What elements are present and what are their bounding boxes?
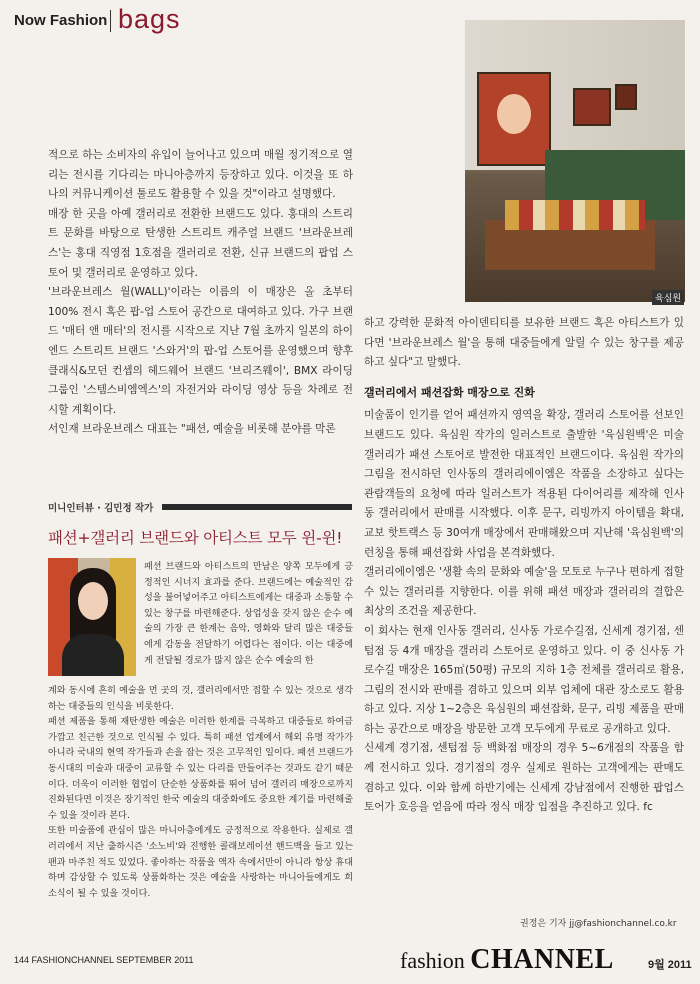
interview-label: 미니인터뷰 · 김민정 작가 <box>48 503 154 514</box>
interview-title: 패션+갤러리 브랜드와 아티스트 모두 윈-윈! <box>48 529 343 547</box>
logo-small: fashion <box>400 948 465 973</box>
left-paragraph: 서인재 브라운브레스 대표는 "패션, 예술을 비롯해 분야를 막론 <box>48 423 336 436</box>
artist-portrait <box>48 558 136 676</box>
magazine-logo <box>400 944 614 976</box>
right-paragraph: 미술품이 인기를 얻어 패션까지 영역을 확장, 갤러리 스토어를 선보인 브랜드도 있다. 육심원 작가의 일러스트로 출발한 '육심원백'은 미술 갤러리가 패션 스토어로 발전한 대표적인 브랜드이다. 육심원 작가의 그림을 전시하던 인사동의 갤러리에이엠은 작품을 소장하고 싶다는 관람객들의 요청에 따라 일러스트가 적용된 다이어리를 제작해 인사동 갤러리에서 판매를 시작했다. 이후 문구, 리빙까지 아이템을 확대, 교보 핫트랙스 등 30여개 매장에서 판매해왔으며 지난해 '육심원백'의 런칭을 통해 패션잡화 사업을 본격화했다. <box>364 409 684 559</box>
right-paragraph: 이 회사는 현재 인사동 갤러리, 신사동 가로수길점, 신세계 경기점, 센텀점 등 4개 매장을 갤러리 스토어로 운영하고 있다. 이 중 신사동 가로수길 매장은 165㎡(50평) 규모의 지하 1층 전체를 갤러리로 활용, 그림의 전시와 판매를 겸하고 있으며 외부 업체에 대관 장소로도 활용하고 있다. 지상 1~2층은 육심원의 패션잡화, 문구, 리빙 제품을 판매하는 공간으로 매장을 방문한 고객 모두에게 무료로 공개하고 있다. <box>364 624 684 735</box>
right-paragraph: 갤러리에이엠은 '생활 속의 문화와 예술'을 모토로 누구나 편하게 접할 수 있는 갤러리를 지향한다. 이를 위해 패션 매장과 갤러리의 결합은 최상의 조건을 제공한다. <box>364 566 684 618</box>
portrait-body <box>62 634 124 676</box>
right-paragraph: 신세계 경기점, 센텀점 등 백화점 매장의 경우 5~6개점의 작품을 함께 전시하고 있다. 경기점의 경우 실제로 원하는 고객에게는 판매도 겸하고 있다. 이와 함께 하반기에는 신세계 강남점에서 진행한 팝업스토어가 호응을 얻음에 따라 정식 매장 입점을 추진하고 있다. fc <box>364 742 684 814</box>
interview-text-beside <box>144 560 353 669</box>
page-footer: 144 FASHIONCHANNEL SEPTEMBER 2011 <box>14 955 194 965</box>
logo-big: CHANNEL <box>470 944 614 975</box>
left-paragraph: 적으로 하는 소비자의 유입이 늘어나고 있으며 매월 정기적으로 열리는 전시를 기다리는 마니아층까지 등장하고 있다. 이것을 또 하나의 커뮤니케이션 툴로도 활용할 수 있을 것"이라고 설명했다. <box>48 149 353 201</box>
interview-divider <box>162 504 352 510</box>
section-label: Now Fashion <box>14 12 108 29</box>
photo-painting-large <box>477 72 551 166</box>
photo-painting-small <box>573 88 611 126</box>
portrait-face <box>78 582 108 620</box>
section-heading: 갤러리에서 패션잡화 매장으로 진화 <box>364 385 535 399</box>
left-paragraph: '브라운브레스 월(WALL)'이라는 이름의 이 매장은 올 초부터 100% 전시 혹은 팝-업 스토어 공간으로 대여하고 있다. 가구 브랜드 '매터 앤 매터'의 전시를 시작으로 지난 7월 초까지 일본의 하이엔드 스트리트 브랜드 '스와거'의 팝-업 스토어를 운영했으며 향후 클래식&모던 컨셉의 헤드웨어 브랜드 '브리즈웨이', BMX 라이딩 그룹인 '스템스비엠엑스'의 자전거와 라이딩 영상 등을 차례로 전시할 계획이다. <box>48 286 353 416</box>
left-paragraph: 매장 한 곳을 아예 갤러리로 전환한 브랜드도 있다. 홍대의 스트리트 문화를 바탕으로 탄생한 스트리트 캐주얼 브랜드 '브라운브레스'는 홍대 직영점 1호점을 갤러리로 전환, 신규 브랜드의 팝업 스토어 및 갤러리로 운영하고 있다. <box>48 207 353 279</box>
right-intro: 하고 강력한 문화적 아이덴티티를 보유한 브랜드 혹은 아티스트가 있다면 '브라운브레스 월'을 통해 대중들에게 알릴 수 있는 창구를 제공하고 싶다"고 말했다. <box>364 317 684 369</box>
interview-paragraph: 또한 미술품에 관심이 많은 마니아층에게도 긍정적으로 작용한다. 실제로 갤러리에서 지난 출하시즌 '소노비'와 진행한 콜래보레이션 핸드백을 들고 있는 팬과 마주친 적도 있었다. 좋아하는 작품을 액자 속에서만이 아니라 항상 휴대하며 감상할 수 있도록 상품화하는 것은 예술을 사랑하는 마니아들에게도 희소식이 될 수 있을 것이다. <box>48 826 353 899</box>
header-divider <box>110 10 111 32</box>
right-column <box>364 314 684 818</box>
photo-items <box>505 200 645 230</box>
gallery-store-photo <box>465 20 685 302</box>
photo-caption: 육심원 <box>652 290 684 305</box>
interview-paragraph: 패션 브랜드와 아티스트의 만남은 양쪽 모두에게 긍정적인 시너지 효과를 준다. 브랜드에는 예술적인 감성을 불어넣어주고 아티스트에게는 대중과 소통할 수 있는 창구를 마련해준다. 상업성을 갖지 않은 순수 예술의 가장 큰 한계는 음악, 영화와 달리 많은 대중들에게 감동을 전달하기 어렵다는 점이다. 이는 대중에게 전달될 경로가 많지 않은 순수 예술의 한 <box>144 562 353 666</box>
left-column <box>48 146 353 440</box>
interview-text-full <box>48 684 353 902</box>
issue-date: 9월 2011 <box>648 959 692 971</box>
photo-painting-mini <box>615 84 637 110</box>
photo-painting-face <box>497 94 531 134</box>
author-credit: 권정은 기자 jj@fashionchannel.co.kr <box>520 919 677 929</box>
interview-paragraph: 계와 동시에 흔히 예술을 먼 곳의 것, 갤러리에서만 접할 수 있는 것으로 생각하는 대중들의 인식을 비롯한다. <box>48 686 353 712</box>
category-title: bags <box>118 4 181 34</box>
interview-paragraph: 패션 제품을 통해 재탄생한 예술은 이러한 한계를 극복하고 대중들로 하여금 가깝고 친근한 것으로 인식될 수 있다. 특히 패션 업계에서 해외 유명 작가가 아니라 국내의 현역 작가들과 손을 잡는 것은 고무적인 일이다. 패션 브랜드가 동시대의 미술과 대중이 교류할 수 있는 다리를 만들어주는 것과도 같기 때문이다. 더욱이 이러한 협업이 단순한 상품화를 뛰어 넘어 갤러리 매장으로까지 진화된다면 이것은 장기적인 한국 예술의 대중화에도 중요한 계기를 마련해줄 수 있을 것이라 본다. <box>48 717 353 821</box>
